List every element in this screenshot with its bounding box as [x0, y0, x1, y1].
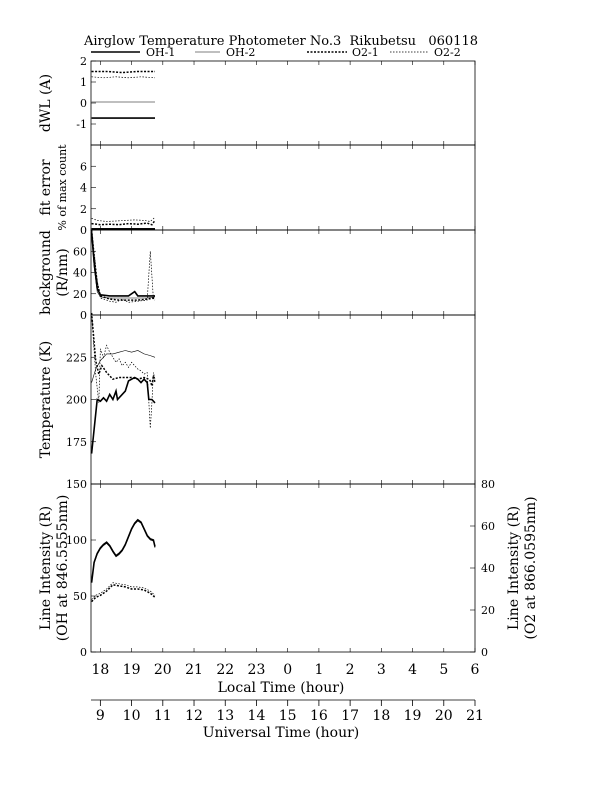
series-dwl-o2-1 — [92, 72, 155, 73]
local-tick-label: 20 — [153, 662, 172, 678]
series-int-oh-1 — [92, 520, 155, 583]
legend-label-o2-2: O2-2 — [434, 46, 461, 59]
local-tick-label: 3 — [376, 662, 386, 678]
local-tick-label: 19 — [122, 662, 141, 678]
local-tick-label: 4 — [408, 662, 418, 678]
series-bg-oh-1 — [92, 232, 155, 296]
series-fit-o2-2 — [92, 217, 155, 221]
y-tick-label: 0 — [80, 646, 87, 659]
y-tick-label: 6 — [80, 160, 87, 174]
y-tick-label: 20 — [73, 287, 87, 301]
local-tick-label: 18 — [91, 662, 110, 678]
ut-tick-label: 11 — [153, 708, 172, 724]
series-dwl-o2-2 — [92, 77, 155, 78]
local-tick-label: 1 — [314, 662, 324, 678]
ut-tick-label: 20 — [434, 708, 453, 724]
local-tick-label: 5 — [439, 662, 449, 678]
y-tick-label: 150 — [66, 478, 87, 491]
y-tick-label: 225 — [66, 351, 87, 365]
series-int-o2-1 — [92, 585, 155, 602]
panel-dwl — [38, 55, 475, 145]
y-tick-label: 2 — [80, 55, 87, 68]
local-tick-label: 22 — [216, 662, 235, 678]
right-y-tick-label: 60 — [481, 520, 495, 533]
y-tick-label: 0 — [80, 97, 87, 110]
ut-tick-label: 10 — [122, 708, 141, 724]
panel-frame — [91, 230, 475, 315]
panels — [38, 55, 539, 659]
right-y-axis-label: Line Intensity (R) — [506, 505, 522, 631]
series-temp-oh-1 — [92, 378, 155, 454]
legend-label-oh-1: OH-1 — [146, 46, 176, 59]
ut-tick-label: 12 — [185, 708, 203, 724]
ut-tick-label: 9 — [95, 708, 105, 724]
panel-frame — [91, 145, 475, 230]
y-tick-label: -1 — [76, 118, 87, 131]
series-bg-o2-2 — [92, 230, 155, 302]
local-time-axis — [91, 662, 479, 678]
panel-int — [38, 478, 539, 659]
ut-tick-label: 14 — [247, 708, 266, 724]
local-time-axis-label: Local Time (hour) — [217, 680, 345, 696]
local-tick-label: 2 — [345, 662, 355, 678]
local-tick-label: 0 — [283, 662, 293, 678]
y-axis-label: background — [38, 230, 54, 315]
y-axis-label: dWL (A) — [38, 73, 54, 133]
legend-label-oh-2: OH-2 — [226, 46, 256, 59]
chart-title: Airglow Temperature Photometer No.3 Rikubetsu 060118 — [83, 34, 479, 49]
y-tick-label: 200 — [66, 393, 87, 407]
right-y-tick-label: 80 — [481, 478, 495, 491]
right-y-tick-label: 0 — [481, 646, 488, 659]
y-tick-label: 100 — [66, 534, 87, 547]
series-bg-oh-2 — [92, 234, 155, 298]
y-axis-label: fit error — [38, 159, 54, 216]
y-tick-label: 0 — [80, 309, 87, 322]
y-axis-label: Line Intensity (R) — [38, 505, 54, 631]
universal-time-axis-label: Universal Time (hour) — [202, 725, 360, 741]
y-tick-label: 40 — [73, 266, 87, 280]
series-temp-o2-2 — [92, 313, 155, 428]
ut-tick-label: 16 — [309, 708, 328, 724]
series-bg-o2-1 — [92, 230, 155, 300]
ut-tick-label: 15 — [278, 708, 297, 724]
legend-label-o2-1: O2-1 — [352, 46, 379, 59]
y-axis-label-2: % of max count — [56, 144, 69, 231]
local-tick-label: 21 — [185, 662, 203, 678]
ut-tick-label: 18 — [372, 708, 391, 724]
right-y-tick-label: 20 — [481, 604, 495, 617]
y-tick-label: 175 — [66, 435, 87, 449]
right-y-tick-label: 40 — [481, 562, 495, 575]
panel-fit — [38, 144, 475, 237]
ut-tick-label: 17 — [341, 708, 360, 724]
y-tick-label: 60 — [73, 245, 87, 259]
panel-frame — [91, 484, 475, 652]
y-tick-label: 4 — [80, 181, 87, 195]
ut-tick-label: 21 — [466, 708, 484, 724]
series-temp-o2-1 — [92, 313, 155, 386]
y-axis-label-2: (OH at 846.5555nm) — [55, 494, 71, 642]
panel-bg — [38, 230, 475, 322]
ut-tick-label: 19 — [403, 708, 422, 724]
right-y-axis-label-2: (O2 at 866.0595nm) — [523, 496, 539, 640]
y-axis-label: Temperature (K) — [38, 340, 54, 459]
y-tick-label: 0 — [80, 224, 87, 237]
y-tick-label: 1 — [80, 76, 87, 89]
y-tick-label: 50 — [73, 590, 87, 603]
panel-temp — [38, 313, 475, 484]
local-tick-label: 6 — [470, 662, 480, 678]
y-tick-label: 2 — [80, 202, 87, 216]
panel-frame — [91, 61, 475, 145]
ut-tick-label: 13 — [216, 708, 235, 724]
local-tick-label: 23 — [247, 662, 266, 678]
universal-time-axis — [91, 700, 484, 724]
y-axis-label-2: (R/nm) — [55, 248, 71, 297]
